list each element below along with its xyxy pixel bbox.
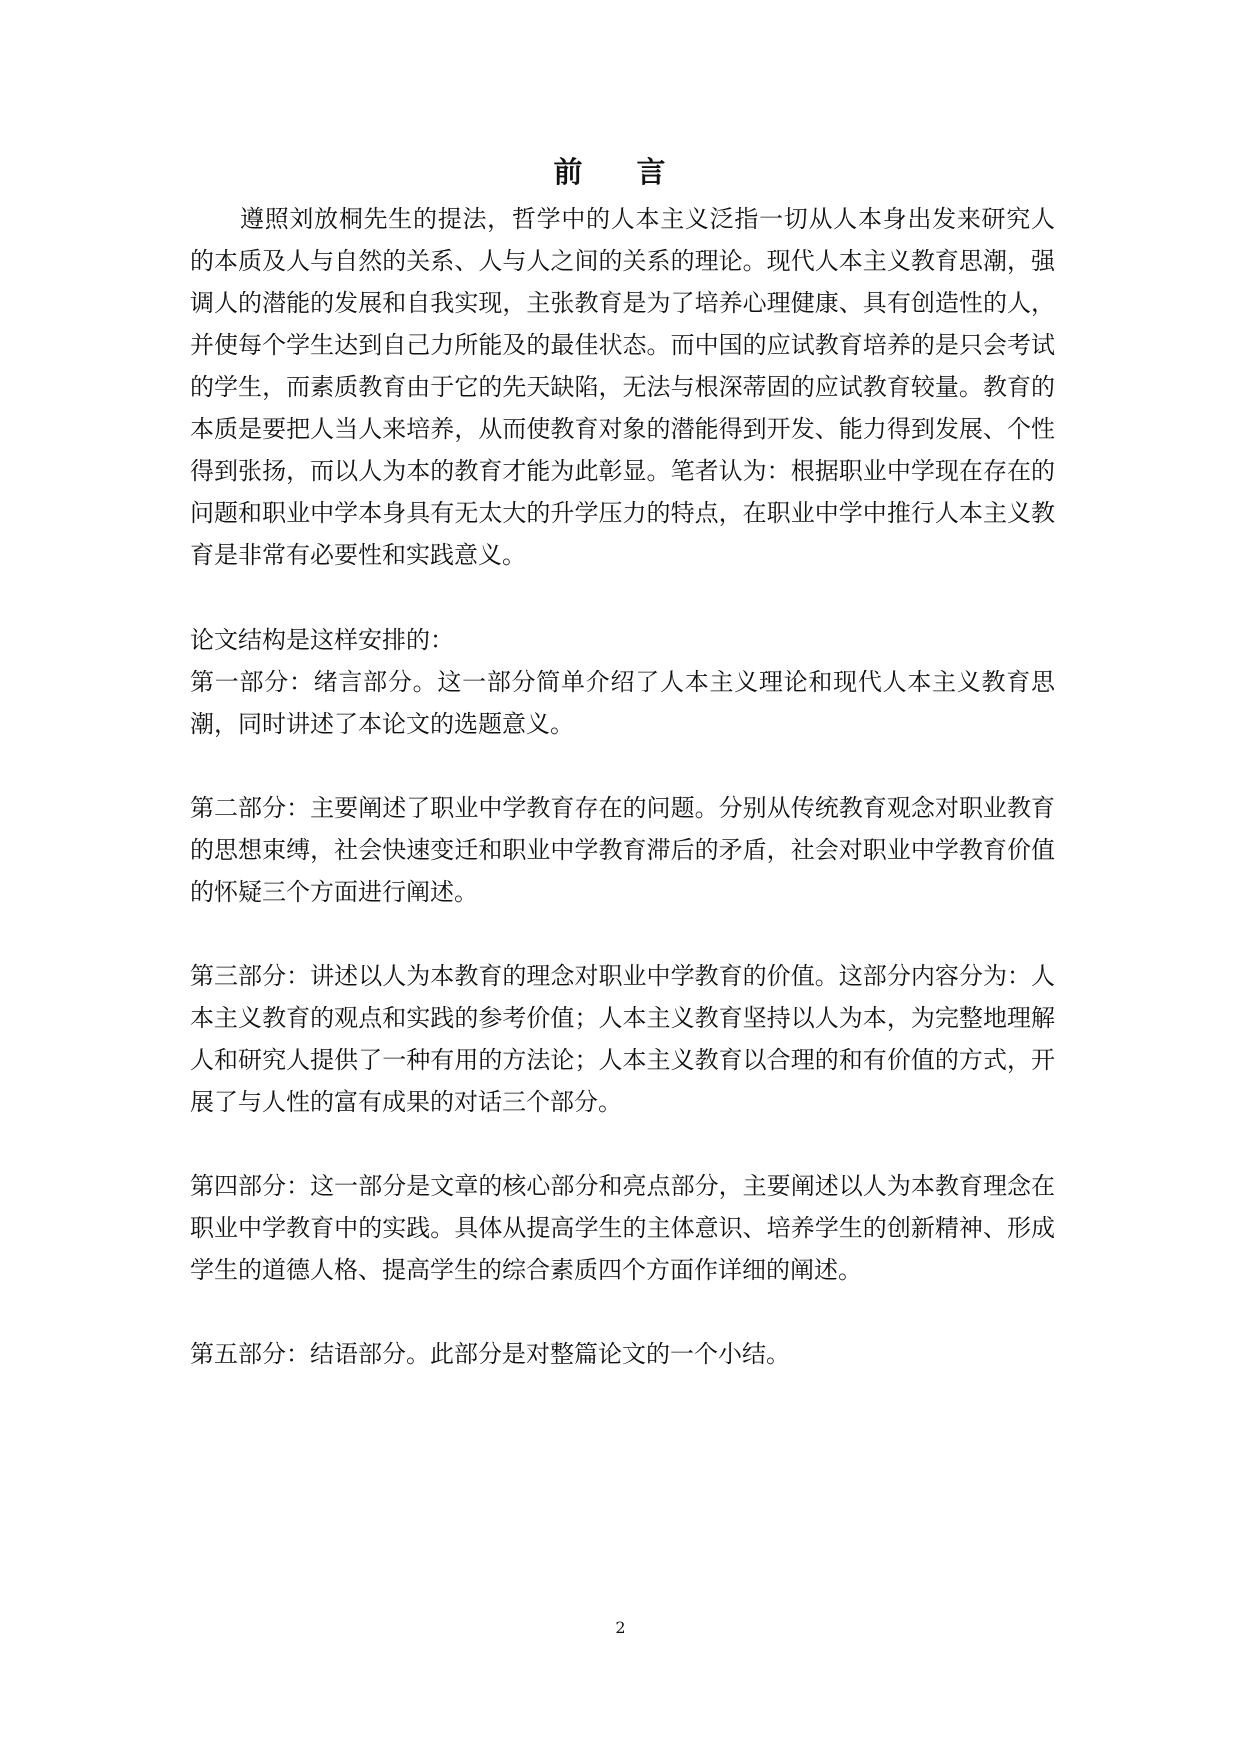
page-number: 2 [615,1618,626,1637]
document-body [190,198,1055,1375]
paragraph-spacer [190,1291,1055,1333]
paragraph-spacer [190,913,1055,955]
part-five-paragraph: 第五部分：结语部分。此部分是对整篇论文的一个小结。 [190,1340,790,1368]
structure-heading: 论文结构是这样安排的： [190,626,454,654]
part-three-paragraph: 第三部分：讲述以人为本教育的理念对职业中学教育的价值。这部分内容分为：人本主义教育的观点和实践的参考价值；人本主义教育坚持以人为本，为完整地理解人和研究人提供了一种有用的方法论；人本主义教育以合理的和有价值的方式，开展了与人性的富有成果的对话三个部分。 [190,962,1055,1116]
part-two-paragraph: 第二部分：主要阐述了职业中学教育存在的问题。分别从传统教育观念对职业教育的思想束缚，社会快速变迁和职业中学教育滞后的矛盾，社会对职业中学教育价值的怀疑三个方面进行阐述。 [190,794,1055,906]
paragraph-spacer [190,1123,1055,1165]
part-four-paragraph: 第四部分：这一部分是文章的核心部分和亮点部分，主要阐述以人为本教育理念在职业中学教育中的实践。具体从提高学生的主体意识、培养学生的创新精神、形成学生的道德人格、提高学生的综合素质四个方面作详细的阐述。 [190,1172,1055,1284]
paragraph-spacer [190,576,1055,619]
paragraph-spacer [190,745,1055,787]
part-one-paragraph: 第一部分：绪言部分。这一部分简单介绍了人本主义理论和现代人本主义教育思潮，同时讲述了本论文的选题意义。 [190,668,1055,738]
page-title: 前 言 [553,155,688,189]
intro-paragraph: 遵照刘放桐先生的提法，哲学中的人本主义泛指一切从人本身出发来研究人的本质及人与自然的关系、人与人之间的关系的理论。现代人本主义教育思潮，强调人的潜能的发展和自我实现，主张教育是为了培养心理健康、具有创造性的人，并使每个学生达到自己力所能及的最佳状态。而中国的应试教育培养的是只会考试的学生，而素质教育由于它的先天缺陷，无法与根深蒂固的应试教育较量。教育的本质是要把人当人来培养，从而使教育对象的潜能得到开发、能力得到发展、个性得到张扬，而以人为本的教育才能为此彰显。笔者认为：根据职业中学现在存在的问题和职业中学本身具有无太大的升学压力的特点，在职业中学中推行人本主义教育是非常有必要性和实践意义。 [190,205,1055,569]
